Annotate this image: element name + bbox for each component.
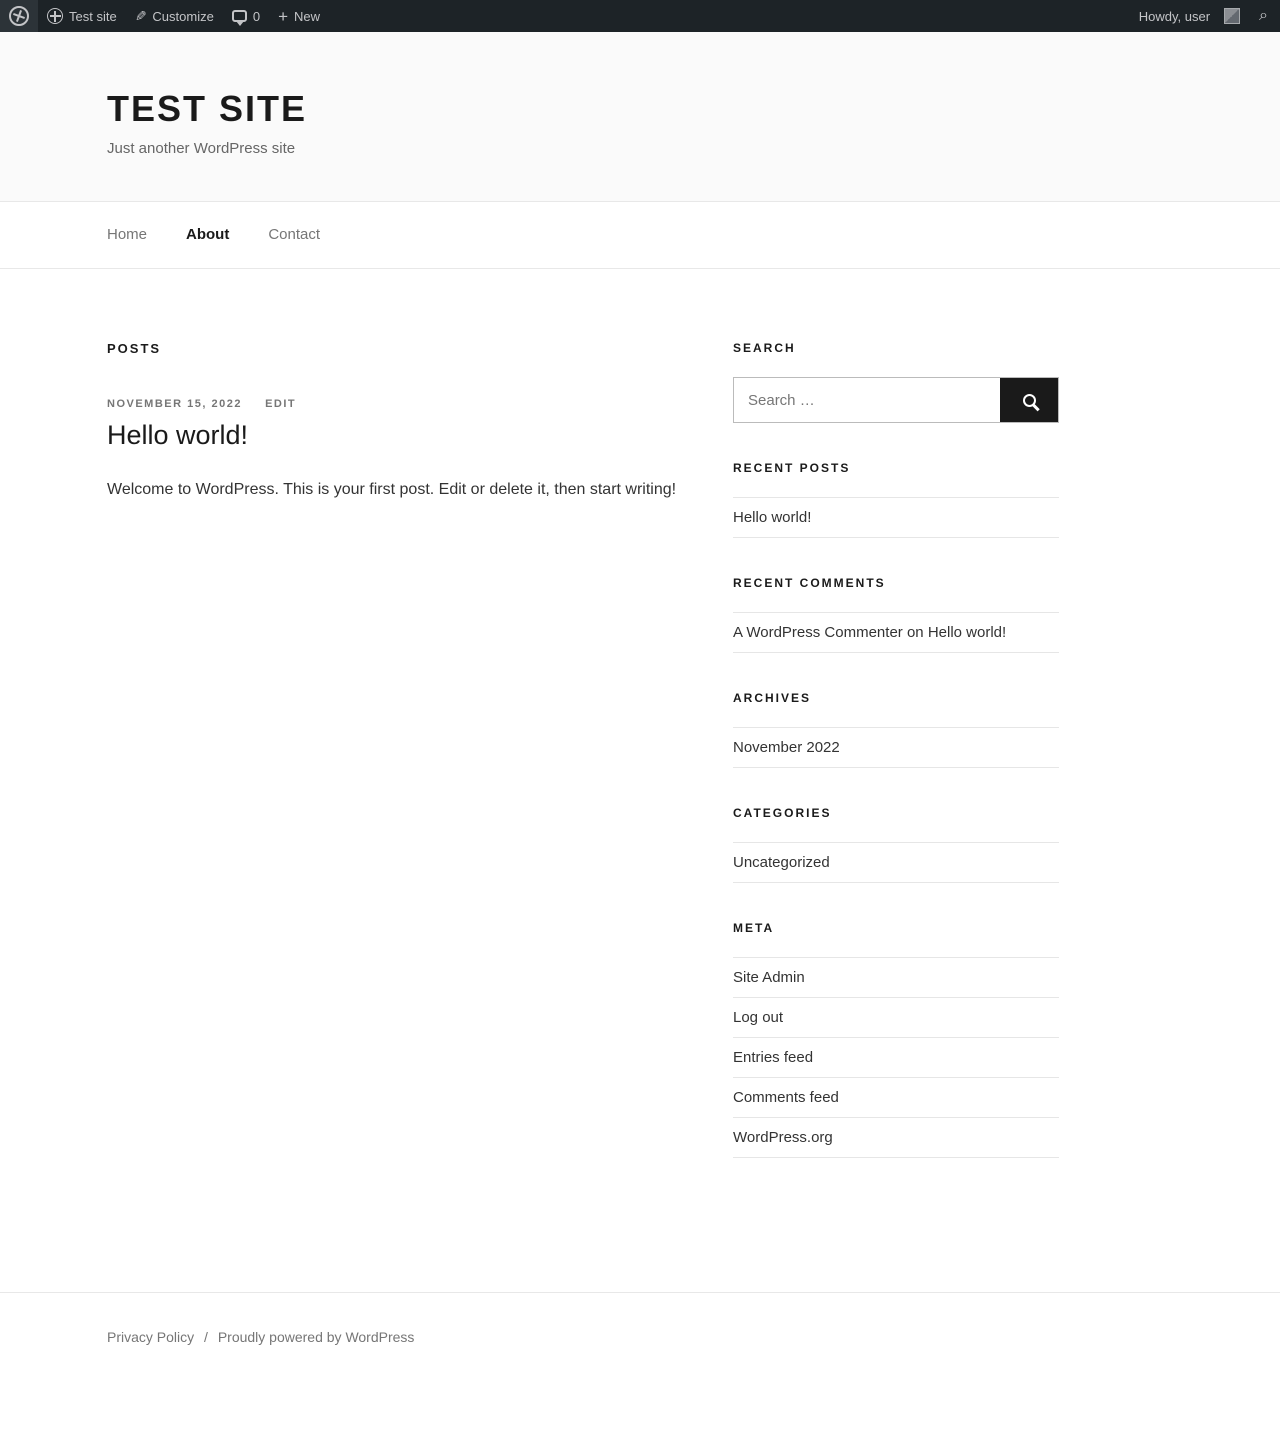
footer-separator: / — [204, 1329, 208, 1345]
widget-title-categories: CATEGORIES — [733, 806, 832, 820]
adminbar-site-name[interactable] — [38, 0, 126, 32]
widget-archives — [733, 691, 1059, 768]
avatar — [1224, 8, 1240, 24]
comment-post-link[interactable]: Hello world! — [927, 624, 1007, 641]
search-icon — [1023, 394, 1036, 407]
list-item — [733, 1038, 1059, 1078]
widget-search — [733, 341, 1059, 423]
widget-meta — [733, 921, 1059, 1158]
widget-recent-comments — [733, 576, 1059, 653]
nav-item-home — [107, 226, 147, 244]
search-input[interactable] — [734, 378, 1000, 422]
footer-credit-link[interactable]: Proudly powered by WordPress — [217, 1329, 415, 1345]
list-item — [733, 1078, 1059, 1118]
archives-list — [733, 727, 1059, 768]
recent-posts-list — [733, 497, 1059, 538]
meta-list — [733, 957, 1059, 1158]
page-title[interactable]: TEST SITE — [107, 88, 308, 129]
adminbar-my-account[interactable] — [1130, 0, 1249, 32]
sidebar — [733, 341, 1059, 1196]
recent-comments-list — [733, 612, 1059, 653]
meta-link-entries-feed[interactable]: Entries feed — [733, 1049, 814, 1066]
list-item — [733, 728, 1059, 768]
list-item — [733, 613, 1059, 653]
main-content — [107, 341, 687, 1196]
post-edit-link[interactable]: EDIT — [265, 398, 297, 410]
primary-navigation — [0, 202, 1280, 269]
pencil-icon: ✎ — [134, 7, 147, 24]
widget-title-archives: ARCHIVES — [733, 691, 812, 705]
admin-bar — [0, 0, 1280, 32]
post-excerpt: Welcome to WordPress. This is your first post. Edit or delete it, then start writing! — [107, 481, 677, 498]
adminbar-howdy-label: Howdy, user — [1138, 8, 1211, 24]
post-title-link[interactable]: Hello world! — [107, 420, 249, 450]
wordpress-logo-icon — [9, 6, 29, 26]
nav-item-contact — [268, 226, 320, 244]
adminbar-wp-logo[interactable] — [0, 0, 38, 32]
post-meta — [107, 398, 687, 410]
post-article — [107, 398, 687, 503]
post-content — [107, 477, 687, 503]
content-wrap — [107, 269, 1173, 1196]
adminbar-new[interactable] — [269, 0, 329, 32]
widget-recent-posts — [733, 461, 1059, 538]
site-globe-icon — [47, 8, 63, 24]
adminbar-comments-count: 0 — [252, 8, 261, 24]
widget-title-meta: META — [733, 921, 775, 935]
post-date-link[interactable]: NOVEMBER 15, 2022 — [107, 398, 242, 410]
meta-link-comments-feed[interactable]: Comments feed — [733, 1089, 839, 1106]
site-header-inner — [87, 88, 1193, 157]
nav-link-contact[interactable]: Contact — [268, 226, 321, 243]
meta-link-log-out[interactable]: Log out — [733, 1009, 784, 1026]
section-label-posts: POSTS — [107, 341, 162, 356]
adminbar-new-label: New — [294, 8, 321, 24]
adminbar-customize-label: Customize — [152, 8, 214, 24]
list-item — [733, 498, 1059, 538]
widget-title-search: SEARCH — [733, 341, 796, 355]
content-container — [87, 269, 1193, 1196]
nav-link-about[interactable]: About — [186, 226, 230, 243]
list-item — [733, 1118, 1059, 1158]
nav-inner — [87, 202, 1193, 268]
site-description: Just another WordPress site — [107, 140, 296, 157]
list-item — [733, 998, 1059, 1038]
nav-list — [107, 202, 1173, 268]
meta-link-site-admin[interactable]: Site Admin — [733, 969, 805, 986]
comment-bubble-icon — [232, 10, 247, 22]
comment-on-word: on — [906, 624, 924, 641]
list-item — [733, 843, 1059, 883]
adminbar-comments[interactable] — [223, 0, 269, 32]
adminbar-search-icon[interactable]: ⌕ — [1259, 7, 1268, 24]
comment-author: A WordPress Commenter — [733, 624, 903, 641]
search-form — [733, 377, 1059, 423]
post-title — [107, 420, 687, 451]
search-submit-button[interactable] — [1000, 378, 1058, 422]
footer-privacy-policy-link[interactable]: Privacy Policy — [107, 1329, 195, 1345]
widget-title-recent-posts: RECENT POSTS — [733, 461, 851, 475]
meta-link-wordpress-org[interactable]: WordPress.org — [733, 1129, 833, 1146]
category-link[interactable]: Uncategorized — [733, 854, 830, 871]
adminbar-site-name-label: Test site — [69, 8, 117, 24]
list-item — [733, 958, 1059, 998]
widget-title-recent-comments: RECENT COMMENTS — [733, 576, 886, 590]
adminbar-customize[interactable] — [126, 0, 223, 32]
site-header — [0, 32, 1280, 202]
nav-link-home[interactable]: Home — [107, 226, 148, 243]
adminbar-right-group — [1130, 0, 1280, 32]
footer-inner — [87, 1329, 1193, 1345]
site-footer — [0, 1292, 1280, 1381]
categories-list — [733, 842, 1059, 883]
recent-post-link[interactable]: Hello world! — [733, 509, 812, 526]
plus-icon: + — [278, 6, 289, 26]
widget-categories — [733, 806, 1059, 883]
archive-link[interactable]: November 2022 — [733, 739, 840, 756]
nav-item-about — [186, 226, 229, 244]
